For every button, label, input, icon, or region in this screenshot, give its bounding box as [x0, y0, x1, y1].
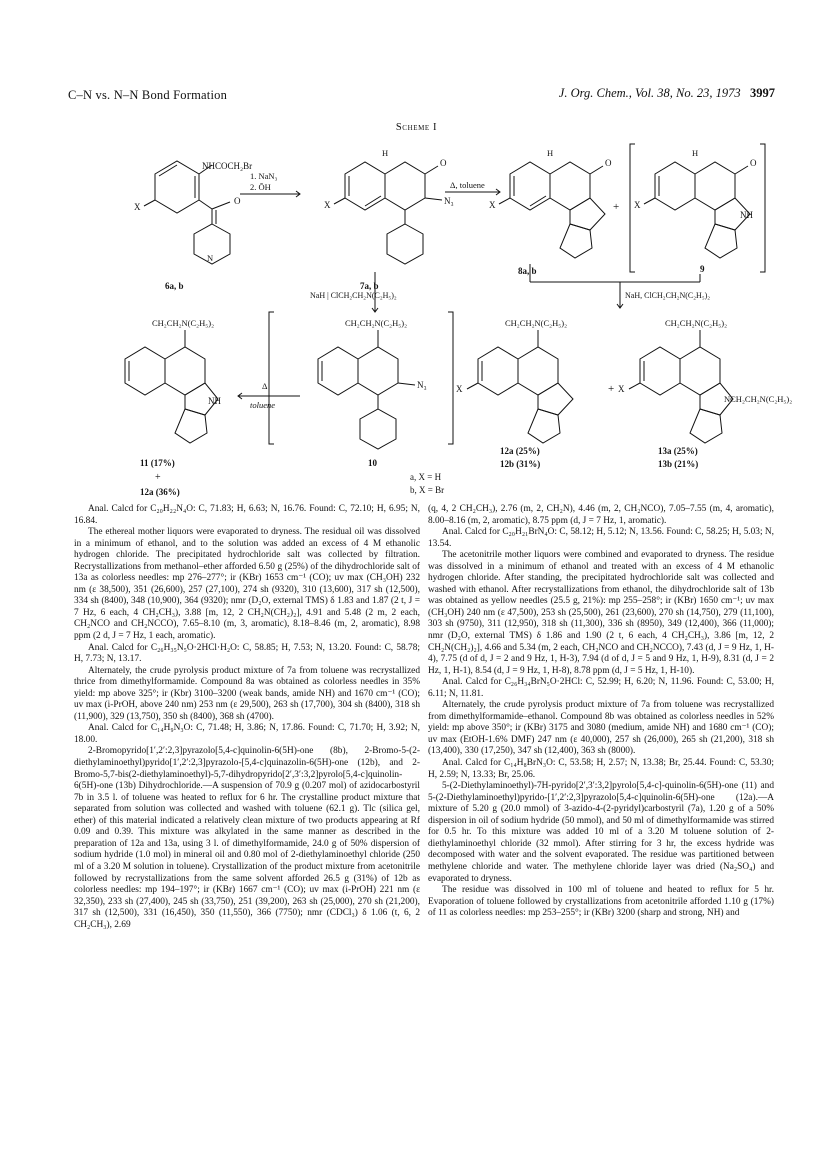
nside-13: NCH₂CH₂N(C₂H₅)₂ — [724, 394, 793, 404]
paragraph: Anal. Calcd for C₂₆H₃₄BrN₅O·2HCl: C, 52.99; H, 6.20; N, 11.96. Found: C, 53.00; H, 6.11; N, 11.81. — [428, 677, 774, 699]
label-12a: 12a (25%) — [500, 446, 540, 456]
running-head-journal: J. Org. Chem., Vol. 38, No. 23, 1973 3997 — [558, 86, 775, 100]
paragraph: Anal. Calcd for C₂₀H₂₁BrN₄O: C, 58.12; H, 5.12; N, 13.56. Found: C, 58.25; H, 5.03; N, 13.54. — [428, 527, 774, 549]
label-8: 8a, b — [518, 266, 537, 276]
side-11: CH₂CH₂N(C₂H₅)₂ — [152, 318, 215, 328]
paragraph: Anal. Calcd for C₁₄H₉N₃O: C, 71.48; H, 3.86; N, 17.86. Found: C, 71.70; H, 3.92; N, 18.00. — [74, 723, 420, 745]
label-10: 10 — [368, 458, 377, 468]
atom-h-7: H — [382, 148, 389, 158]
atom-n: N — [207, 253, 214, 263]
side-12: CH₂CH₂N(C₂H₅)₂ — [505, 318, 568, 328]
label-12a-extra: 12a (36%) — [140, 487, 180, 497]
group-x-9: X — [634, 200, 641, 210]
reagent-5a: Δ — [262, 381, 268, 391]
group-nh-9: NH — [740, 210, 753, 220]
left-column — [74, 504, 420, 931]
paragraph: 2-Bromopyrido[1′,2′:2,3]pyrazolo[5,4-c]quinolin-6(5H)-one (8b), 2-Bromo-5-(2-diethylaminoethyl)pyrido[1′,2′:2,3]pyrazolo-[5,4-c]quinazolin-6(5H)-one (12b), and 2-Bromo-5,7-bis(2-diethylaminoethyl)-5,7-dihydropyrido[2′,3′:3,2]pyrolo[5,4-c]quinolin-6(5H)-one (13b) Dihydrochloride.—A suspension of 70.9 g (0.207 mol) of azidocarbostyril 7b in 3.5 l. of toluene was heated to reflux for 6 hr. The crystalline product mixture that separated from solution was collected and washed with toluene (62.1 g). Tlc (silica gel, ether) of this material indicated a relatively clean mixture of two products appearing at Rf 0.09 and 0.39. This mixture was alkylated in the same manner as described in the preparation of 12a and 13a, using 3 l. of dimethylformamide, 24.0 g of 50% dispersion of sodium hydride (1.0 mol) in mineral oil and 0.80 mol of 2-diethylaminoethyl chloride (250 ml of a 3.20 M solution in toluene). Crystallization of the product mixture from acetonitrile followed by recrystallizations from the same solvent afforded 26.5 g (31%) of 12b as colorless needles: mp 194–197°; ir (KBr) 1667 cm⁻¹ (CO); uv max (i-PrOH) 221 nm (ε 32,350), 233 sh (27,400), 245 sh (33,750), 251 (39,200), 263 sh (25,000), 270 sh (21,200), 317 sh (12,500), 331 (16,450), 350 (11,550), 366 (7750); nmr (CDCl₃) δ 1.06 (t, 6, 2 CH₂CH₃), 2.69 — [74, 746, 420, 930]
scheme-title: Scheme I — [395, 122, 438, 133]
reagent-5b: toluene — [250, 400, 276, 410]
group-x-12: X — [456, 384, 463, 394]
atom-o-7: O — [440, 158, 447, 168]
group-x-8: X — [489, 200, 496, 210]
side-13: CH₂CH₂N(C₂H₅)₂ — [665, 318, 728, 328]
reagent-4: NaH, ClCH₂CH₂N(C₂H₅)₂ — [625, 291, 711, 300]
paragraph: Anal. Calcd for C₁₄H₈BrN₃O: C, 53.58; H, 2.57; N, 13.38; Br, 25.44. Found: C, 53.30; H, 2.59; N, 13.33; Br, 25.06. — [428, 758, 774, 780]
group-nhcoch2br: NHCOCH₂Br — [202, 161, 253, 171]
paragraph: Alternately, the crude pyrolysis product mixture of 7a from toluene was recrystallized thrice from dimethylformamide. Compound 8a was obtained as colorless needles in 35% yield: mp above 325°; ir (Kbr) 3100–3200 (weak bands, amide NH) and 1670 cm⁻¹ (CO); uv max (i-PrOH, above 240 nm) 253 nm (ε 29,500), 263 sh (17,700), 304 sh (8400), 318 sh (11,900), 329 (13,750), 350 sh (8400), 368 sh (4700). — [74, 665, 420, 722]
paragraph: Alternately, the crude pyrolysis product mixture of 7a from toluene was recrystallized from dimethylformamide–ethanol. Compound 8b was obtained as colorless needles in 52% yield: mp above 350°; ir (KBr) 3175 and 3080 (medium, amide NH) and 1680 cm⁻¹ (CO); uv max (EtOH-1.6% DMF) 247 nm (ε 40,000), 257 sh (26,000), 265 sh (21,200), 318 sh (13,400), 330 (17,250), 347 sh (12,400), 363 sh (8000). — [428, 700, 774, 757]
page-number: 3997 — [750, 86, 775, 100]
right-column — [428, 504, 774, 920]
group-nh-11: NH — [208, 396, 221, 406]
running-head-title: C–N vs. N–N Bond Formation — [68, 88, 228, 102]
reagent-1b: 2. ŌH — [250, 182, 271, 192]
group-x: X — [134, 202, 141, 212]
reaction-scheme — [60, 134, 793, 500]
label-12b: 12b (31%) — [500, 459, 541, 469]
group-n3-10: N₃ — [417, 380, 427, 390]
group-x-7: X — [324, 200, 331, 210]
paragraph: The acetonitrile mother liquors were combined and evaporated to dryness. The residue was dissolved in a minimum of ethanol and treated with an excess of 4 M ethanolic hydrogen chloride. After standing, the precipitated hydrochloride salt was collected and washed with ethanol. After recrystallizations from ethanol, the dihydrochloride salt of 13b was obtained as yellow needles (25.5 g, 21%): mp 255–258°; ir (KBr) 1650 cm⁻¹; uv max (CH₃OH) 240 nm (ε 47,500), 253 sh (25,500), 261 (23,600), 270 sh (14,750), 279 (11,100), 303 sh (9750), 311 (12,950), 318 sh (11,300), 336 sh (8950), 349 (12,400), 366 (11,000); nmr (D₂O, external TMS) δ 1.86 and 1.90 (2 t, 6 each, 4 CH₂CH₃), 3.86 [m, 12, 2 CH₂N(CH₂)₂], 4.66 and 5.34 (m, 2 each, CH₂NCO and CH₂NCCO), 7.43 (d, J = 9 Hz, 1, H-4), 7.75 (d of d, J = 2 and 9 Hz, 1, H-3), 7.94 (d of d, J = 5 and 9 Hz, 1, H-9), 8.31 (d, J = 2 Hz, 1, H-1), 8.54 (d, J = 9 Hz, 1, H-8), 8.78 ppm (d, J = 5 Hz, 1, H-10). — [428, 550, 774, 676]
label-13a: 13a (25%) — [658, 446, 698, 456]
paragraph: The residue was dissolved in 100 ml of toluene and heated to reflux for 5 hr. Evaporation of toluene followed by crystallizations from acetonitrile afforded 1.10 g (17%) of 11 as colorless needles: mp 253–255°; ir (KBr) 3200 (sharp and strong, NH) and — [428, 885, 774, 919]
paragraph: The ethereal mother liquors were evaporated to dryness. The residual oil was dissolved in a minimum of ethanol, and to the solution was added an excess of 4 M ethanolic hydrogen chloride. The precipitated hydrochloride salt was collected by filtration. Recrystallizations from methanol–ether afforded 6.50 g (25%) of the dihydrochloride salt of 13a as colorless needles: mp 276–277°; ir (KBr) 1653 cm⁻¹ (CO); uv max (CH₃OH) 232 nm (ε 38,500), 351 (26,600), 257 (27,100), 274 sh (9320), 310 (13,600), 317 sh (12,500), 334 sh (8400), 348 (10,900), 364 (9320); nmr (D₂O, external TMS) δ 1.83 and 1.87 (2 t, J = 7 Hz, 6 each, 4 CH₂CH₃), 3.88 [m, 12, 2 CH₂N(CH₂)₂], 4.91 and 5.48 (2 m, 2 each, CH₂NCO and CH₂NCCO), 7.65–8.10 (m, 3, aromatic), 8.18–8.46 (m, 2, aromatic), 8.98 ppm (2 d, J = 7 Hz, 1 each, aromatic). — [74, 527, 420, 642]
reagent-1a: 1. NaN₃ — [250, 171, 278, 181]
label-6: 6a, b — [165, 281, 184, 291]
key-b: b, X = Br — [410, 485, 445, 495]
label-9: 9 — [700, 264, 705, 274]
atom-h-9: H — [692, 148, 699, 158]
paragraph: 5-(2-Diethylaminoethyl)-7H-pyrido[2′,3′:3,2]pyrolo[5,4-c]-quinolin-6(5H)-one (11) and 5-(2-Diethylaminoethyl)pyrido-[1′,2′:2,3]pyrazolo[5,4-c]quinolin-6(5H)-one (12a).—A mixture of 5.20 g (20.0 mmol) of 3-azido-4-(2-pyridyl)carbostyril (7a), 1.20 g of a 50% dispersion in oil of sodium hydride (50 mmol), and 50 ml of dimethylformamide was stirred for 0.5 hr. To this mixture was added 10 ml of a 3.20 M toluene solution of 2-diethylaminoethyl chloride (32 mmol). After stirring for 3 hr, the excess hydride was decomposed with water and the solvent evaporated. The residue was partitioned between methylene chloride and water. The methylene chloride layer was dried (Na₂SO₄) and evaporated to dryness. — [428, 781, 774, 884]
label-7: 7a, b — [360, 281, 379, 291]
group-x-13: X — [618, 384, 625, 394]
plus-1: + — [613, 201, 620, 213]
label-13b: 13b (21%) — [658, 459, 699, 469]
plus-2: + — [608, 383, 615, 395]
atom-o: O — [234, 196, 241, 206]
atom-o-9: O — [750, 158, 757, 168]
atom-o-8: O — [605, 158, 612, 168]
paragraph: (q, 4, 2 CH₂CH₃), 2.76 (m, 2, CH₂N), 4.46 (m, 2, CH₂NCO), 7.05–7.55 (m, 4, aromatic), 8.00–8.16 (m, 2, aromatic), 8.75 ppm (d, J = 7 Hz, 1, aromatic). — [428, 504, 774, 526]
plus-11: + — [155, 472, 161, 483]
key-a: a, X = H — [410, 472, 442, 482]
reagent-2: Δ, toluene — [450, 180, 485, 190]
paragraph: Anal. Calcd for C₂₀H₂₂N₄O: C, 71.83; H, 6.63; N, 16.76. Found: C, 72.10; H, 6.95; N, 16.84. — [74, 504, 420, 526]
side-10: CH₂CH₂N(C₂H₅)₂ — [345, 318, 408, 328]
paragraph: Anal. Calcd for C₂₆H₃₅N₅O·2HCl·H₂O: C, 58.85; H, 7.53; N, 13.20. Found: C, 58.78; H, 7.73; N, 13.17. — [74, 642, 420, 665]
group-n3-7: N₃ — [444, 196, 454, 206]
label-11: 11 (17%) — [140, 458, 175, 468]
atom-h-8: H — [547, 148, 554, 158]
reagent-3: NaH | ClCH₂CH₂N(C₂H₅)₂ — [310, 291, 397, 300]
